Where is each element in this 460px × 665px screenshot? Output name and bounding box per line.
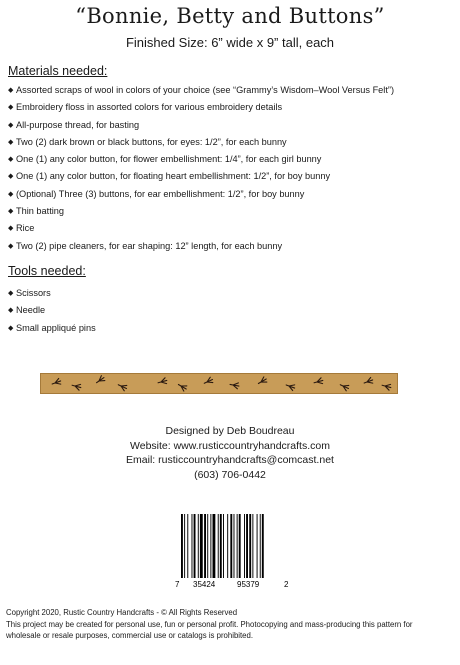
diamond-bullet-icon: ◆ [8,190,14,198]
designer-credits [0,424,460,483]
diamond-bullet-icon: ◆ [8,242,14,250]
list-item: ◆ One (1) any color button, for flower embellishment: 1/4”, for each girl bunny [8,151,394,168]
diamond-bullet-icon: ◆ [8,138,14,146]
barcode-digits-group-1: 35424 [193,580,216,589]
pattern-title: “Bonnie, Betty and Buttons” [75,4,385,28]
list-item: ◆ Assorted scraps of wool in colors of your choice (see “Grammy’s Wisdom–Wool Versus Felt”) [8,82,394,99]
upc-barcode [173,512,293,595]
list-item: ◆ Embroidery floss in assorted colors for various embroidery details [8,99,394,116]
list-item: ◆ Small appliqué pins [8,320,96,337]
list-item: ◆ Two (2) dark brown or black buttons, for eyes: 1/2”, for each bunny [8,134,394,151]
barcode-digit-right: 2 [284,580,289,589]
list-item: ◆ Thin batting [8,203,394,220]
finished-size: Finished Size: 6” wide x 9” tall, each [125,35,335,50]
materials-heading: Materials needed: [8,64,108,78]
diamond-bullet-icon: ◆ [8,121,14,129]
email-line: Email: rusticcountryhandcrafts@comcast.net [126,454,334,467]
tools-list [8,285,96,337]
diamond-bullet-icon: ◆ [8,173,14,181]
barcode-digits-group-2: 95379 [237,580,260,589]
diamond-bullet-icon: ◆ [8,208,14,216]
tools-heading: Tools needed: [8,264,86,278]
usage-notice-line-1: This project may be created for personal use, fun or personal profit. Photocopying and mass-producing this pattern for [6,619,413,629]
diamond-bullet-icon: ◆ [8,104,14,112]
copyright-footer [6,607,456,642]
copyright-line: Copyright 2020, Rustic Country Handcrafts - © All Rights Reserved [6,608,238,617]
diamond-bullet-icon: ◆ [8,290,14,297]
phone-line: (603) 706-0442 [194,469,266,482]
website-line: Website: www.rusticcountryhandcrafts.com [130,439,330,452]
list-item: ◆ One (1) any color button, for floating heart embellishment: 1/2”, for boy bunny [8,168,394,185]
usage-notice-line-2: wholesale or resale purposes, commercial use or catalogs is prohibited. [6,631,254,640]
decorative-border-strip [40,373,398,394]
diamond-bullet-icon: ◆ [8,324,14,332]
list-item: ◆ All-purpose thread, for basting [8,117,394,134]
list-item: ◆ Rice [8,220,394,237]
barcode-digit-left: 7 [175,580,180,589]
materials-list [8,82,394,255]
diamond-bullet-icon: ◆ [8,156,14,164]
diamond-bullet-icon: ◆ [8,307,14,315]
diamond-bullet-icon: ◆ [8,87,14,94]
diamond-bullet-icon: ◆ [8,225,14,233]
barcode-bars [173,512,293,590]
bird-tracks-icon [41,374,397,393]
list-item: ◆ (Optional) Three (3) buttons, for ear embellishment: 1/2”, for boy bunny [8,186,394,203]
list-item: ◆ Scissors [8,285,96,302]
list-item: ◆ Needle [8,302,96,319]
designer-line: Designed by Deb Boudreau [165,425,295,437]
list-item: ◆ Two (2) pipe cleaners, for ear shaping: 12” length, for each bunny [8,238,394,255]
